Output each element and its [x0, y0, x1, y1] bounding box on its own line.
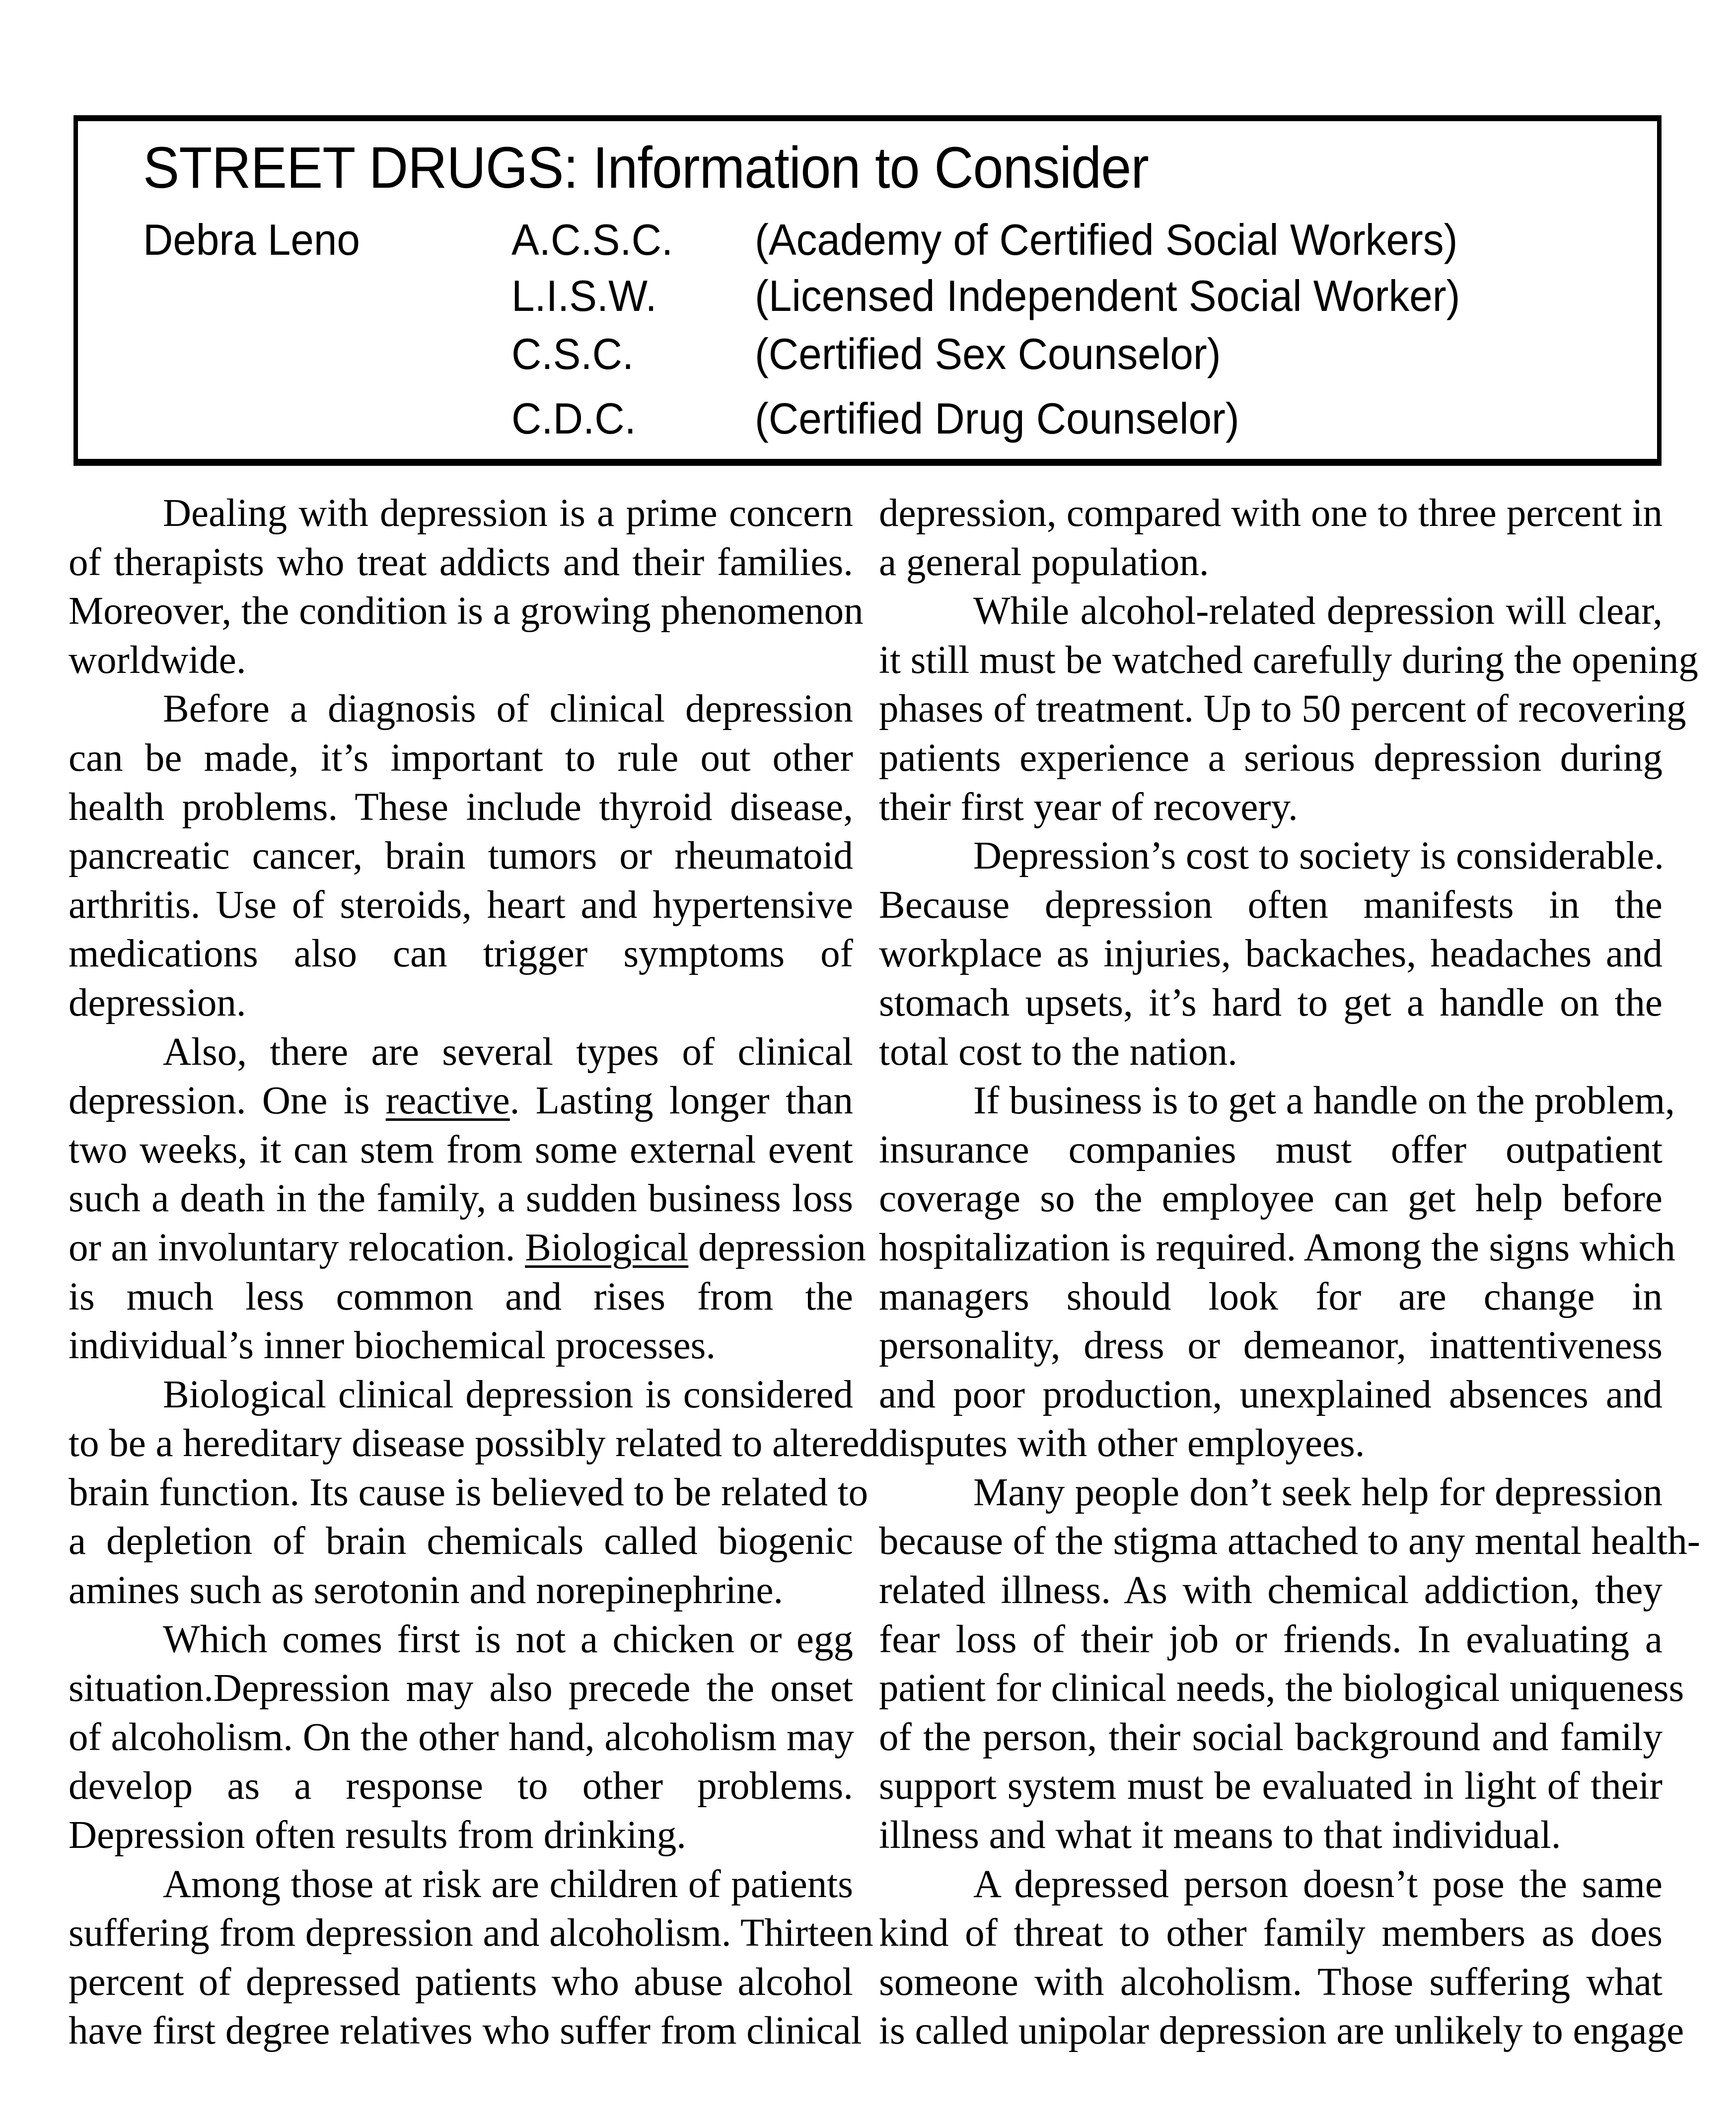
text-line [69, 1224, 866, 1273]
right-column [879, 489, 1700, 2056]
text-line: Because depression often manifests in the [879, 883, 1663, 927]
text-line: Biological clinical depression is considered [163, 1373, 853, 1416]
text-line: and poor production, unexplained absences and [879, 1373, 1663, 1416]
text-line: percent of depressed patients who abuse alcohol [69, 1960, 853, 2004]
text-line: develop as a response to other problems. [69, 1764, 853, 1808]
text-line: is called unipolar depression are unlikely to engage [879, 2009, 1684, 2053]
credential-abbr: C.S.C. [511, 329, 634, 378]
text-line: Also, there are several types of clinical [163, 1030, 853, 1074]
text-line: Among those at risk are children of patients [163, 1862, 853, 1906]
text-line: illness and what it means to that individual. [879, 1814, 1561, 1857]
text-line: phases of treatment. Up to 50 percent of recovering [879, 687, 1686, 731]
text-line: situation.Depression may also precede the onset [69, 1667, 853, 1710]
text-line: have first degree relatives who suffer from clinical [69, 2009, 862, 2053]
text-line: such a death in the family, a sudden business loss [69, 1177, 853, 1221]
text-line: support system must be evaluated in light of their [879, 1764, 1663, 1808]
text-line: fear loss of their job or friends. In evaluating a [879, 1617, 1663, 1661]
text-line: suffering from depression and alcoholism. Thirteen [69, 1911, 873, 1955]
text-line: While alcohol-related depression will clear, [973, 589, 1663, 633]
text-line: A depressed person doesn’t pose the same [973, 1862, 1663, 1906]
left-column [69, 489, 879, 2056]
text-segment: or an involuntary relocation. [69, 1226, 525, 1269]
text-line: kind of threat to other family members as does [879, 1911, 1663, 1955]
text-line: medications also can trigger symptoms of [69, 932, 853, 976]
text-line: their first year of recovery. [879, 785, 1298, 829]
text-line: patients experience a serious depression during [879, 736, 1663, 780]
text-line: individual’s inner biochemical processes. [69, 1324, 716, 1368]
text-line: total cost to the nation. [879, 1030, 1237, 1074]
text-line: workplace as injuries, backaches, headaches and [879, 932, 1663, 976]
text-line: a general population. [879, 540, 1209, 584]
credential-description: (Certified Sex Counselor) [755, 329, 1221, 378]
text-line: a depletion of brain chemicals called biogenic [69, 1520, 853, 1563]
text-line: Before a diagnosis of clinical depression [163, 687, 853, 731]
text-line: to be a hereditary disease possibly related to altered [69, 1422, 879, 1465]
text-line: amines such as serotonin and norepinephrine. [69, 1569, 784, 1612]
text-line: Dealing with depression is a prime concern [163, 492, 853, 535]
author-name: Debra Leno [143, 215, 360, 264]
text-line: Depression often results from drinking. [69, 1814, 687, 1857]
text-line: is much less common and rises from the [69, 1275, 853, 1318]
text-line: of the person, their social background and family [879, 1715, 1663, 1759]
text-line: patient for clinical needs, the biological uniqueness [879, 1667, 1684, 1710]
text-line: because of the stigma attached to any mental health- [879, 1520, 1700, 1563]
text-line: depression, compared with one to three percent in [879, 492, 1663, 535]
article-title: STREET DRUGS: Information to Consider [143, 135, 1149, 201]
text-line: hospitalization is required. Among the signs which [879, 1226, 1675, 1269]
text-line: Moreover, the condition is a growing phenomenon [69, 589, 864, 633]
text-line: two weeks, it can stem from some external event [69, 1128, 853, 1171]
text-line: someone with alcoholism. Those suffering what [879, 1960, 1663, 2004]
text-line: it still must be watched carefully during the opening [879, 638, 1698, 682]
text-line: Which comes first is not a chicken or egg [163, 1617, 853, 1661]
text-line: insurance companies must offer outpatient [879, 1128, 1663, 1171]
text-line: Depression’s cost to society is considerable. [973, 834, 1664, 878]
text-line: personality, dress or demeanor, inattentiveness [879, 1324, 1663, 1368]
text-line: depression. [69, 981, 246, 1025]
credential-abbr: A.C.S.C. [511, 215, 673, 264]
credential-description: (Academy of Certified Social Workers) [755, 215, 1458, 264]
text-line: managers should look for are change in [879, 1275, 1663, 1318]
text-line: coverage so the employee can get help before [879, 1177, 1663, 1221]
text-line: Many people don’t seek help for depression [973, 1470, 1663, 1514]
text-line: related illness. As with chemical addiction, they [879, 1569, 1663, 1612]
text-line: of therapists who treat addicts and their families. [69, 540, 853, 584]
text-segment: . Lasting longer than [509, 1079, 853, 1123]
text-line: pancreatic cancer, brain tumors or rheumatoid [69, 834, 853, 878]
credential-description: (Licensed Independent Social Worker) [755, 271, 1460, 320]
text-segment: depression [688, 1226, 866, 1269]
underlined-term: Biological [525, 1226, 689, 1269]
text-line: arthritis. Use of steroids, heart and hypertensive [69, 883, 853, 927]
credential-abbr: L.I.S.W. [511, 271, 657, 320]
text-line: can be made, it’s important to rule out other [69, 736, 853, 780]
text-line [69, 1077, 853, 1126]
credential-abbr: C.D.C. [511, 394, 636, 443]
text-segment: depression. One is [69, 1079, 386, 1123]
credential-description: (Certified Drug Counselor) [755, 394, 1239, 443]
text-line: worldwide. [69, 638, 246, 682]
text-line: health problems. These include thyroid disease, [69, 785, 853, 829]
text-line: brain function. Its cause is believed to be related to [69, 1470, 868, 1514]
text-line: of alcoholism. On the other hand, alcoholism may [69, 1715, 854, 1759]
text-line: If business is to get a handle on the problem, [973, 1079, 1675, 1123]
text-line: disputes with other employees. [879, 1422, 1365, 1465]
underlined-term: reactive [385, 1079, 510, 1123]
text-line: stomach upsets, it’s hard to get a handle on the [879, 981, 1663, 1025]
